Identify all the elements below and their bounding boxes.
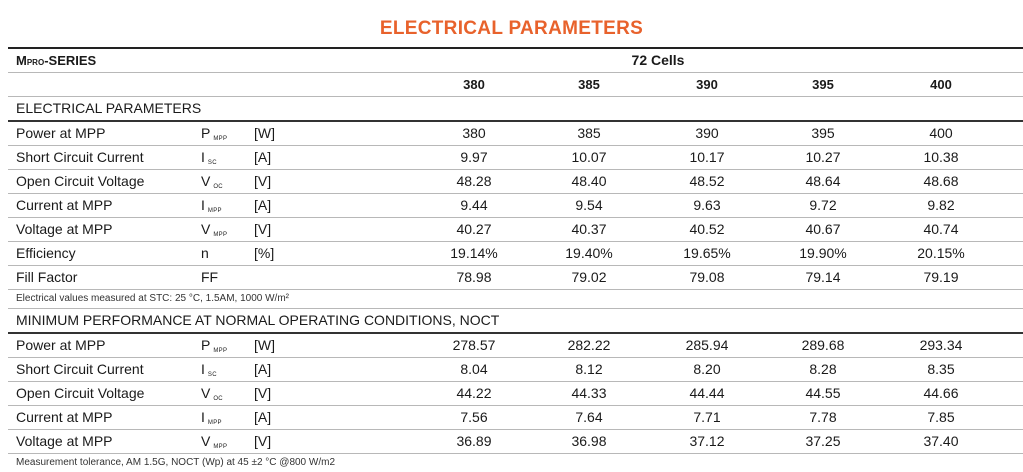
- series-suffix: -SERIES: [44, 53, 97, 68]
- value-cell: 293.34: [919, 337, 963, 353]
- parameter-label: Short Circuit Current: [16, 361, 144, 377]
- table-row: [8, 266, 1023, 290]
- column-header: 395: [812, 77, 834, 92]
- table-row: [8, 122, 1023, 146]
- parameter-unit: [V]: [254, 221, 272, 237]
- value-cell: 10.17: [689, 149, 725, 165]
- parameter-unit: [V]: [254, 385, 272, 401]
- value-cell: 7.56: [460, 409, 488, 425]
- value-cell: 8.35: [927, 361, 955, 377]
- symbol-subscript: OC: [213, 184, 223, 190]
- symbol-subscript: MPP: [213, 136, 228, 142]
- parameter-label: Current at MPP: [16, 197, 113, 213]
- noct-note: Measurement tolerance, AM 1.5G, NOCT (Wp) at 45 ±2 °C @800 W/m2: [16, 457, 336, 468]
- value-cell: 48.52: [689, 173, 725, 189]
- value-cell: 37.40: [923, 433, 959, 449]
- parameter-label: Open Circuit Voltage: [16, 173, 145, 189]
- symbol-letter: I: [201, 197, 205, 213]
- table-row: [8, 358, 1023, 382]
- table-row: [8, 146, 1023, 170]
- parameter-label: Open Circuit Voltage: [16, 385, 145, 401]
- value-cell: 48.68: [923, 173, 959, 189]
- value-cell: 20.15%: [917, 245, 965, 261]
- value-cell: 48.64: [805, 173, 841, 189]
- value-cell: 380: [462, 125, 486, 141]
- value-cell: 7.71: [693, 409, 721, 425]
- table-row: [8, 382, 1023, 406]
- value-cell: 8.20: [693, 361, 721, 377]
- value-cell: 390: [695, 125, 719, 141]
- parameter-label: Short Circuit Current: [16, 149, 144, 165]
- column-header-row: [8, 73, 1023, 97]
- symbol-letter: P: [201, 337, 211, 353]
- table-row: [8, 334, 1023, 358]
- column-header: 390: [696, 77, 718, 92]
- table-row: [8, 430, 1023, 454]
- symbol-subscript: MPP: [207, 208, 222, 214]
- value-cell: 79.02: [571, 269, 607, 285]
- stc-note-row: [8, 290, 1023, 309]
- symbol-subscript: OC: [213, 396, 223, 402]
- value-cell: 10.38: [923, 149, 959, 165]
- symbol-letter: V: [201, 385, 211, 401]
- symbol-letter: V: [201, 433, 211, 449]
- symbol-subscript: MPP: [207, 420, 222, 426]
- value-cell: 36.98: [571, 433, 607, 449]
- value-cell: 9.97: [460, 149, 488, 165]
- value-cell: 19.90%: [799, 245, 847, 261]
- value-cell: 19.40%: [565, 245, 613, 261]
- value-cell: 8.12: [575, 361, 603, 377]
- section-label: MINIMUM PERFORMANCE AT NORMAL OPERATING CONDITIONS, NOCT: [16, 312, 500, 328]
- column-header: 400: [930, 77, 952, 92]
- stc-note: Electrical values measured at STC: 25 °C, 1.5AM, 1000 W/m²: [16, 293, 289, 304]
- parameter-label: Efficiency: [16, 245, 76, 261]
- parameter-unit: [V]: [254, 173, 272, 189]
- table-row: [8, 242, 1023, 266]
- parameter-label: Current at MPP: [16, 409, 113, 425]
- value-cell: 385: [577, 125, 601, 141]
- value-cell: 9.72: [809, 197, 837, 213]
- value-cell: 78.98: [456, 269, 492, 285]
- series-prefix: M: [16, 53, 27, 68]
- parameter-label: Power at MPP: [16, 337, 106, 353]
- value-cell: 40.52: [689, 221, 725, 237]
- value-cell: 289.68: [801, 337, 845, 353]
- parameter-unit: [A]: [254, 197, 272, 213]
- symbol-letter: V: [201, 221, 211, 237]
- symbol-subscript: MPP: [213, 232, 228, 238]
- value-cell: 285.94: [685, 337, 729, 353]
- value-cell: 79.08: [689, 269, 725, 285]
- symbol-letter: P: [201, 125, 211, 141]
- value-cell: 282.22: [567, 337, 611, 353]
- value-cell: 79.14: [805, 269, 841, 285]
- section-header-noct: [8, 309, 1023, 334]
- value-cell: 40.74: [923, 221, 959, 237]
- table-row: [8, 170, 1023, 194]
- value-cell: 44.66: [923, 385, 959, 401]
- value-cell: 79.19: [923, 269, 959, 285]
- cells-label: 72 Cells: [631, 52, 685, 68]
- symbol-letter: I: [201, 361, 205, 377]
- value-cell: 10.27: [805, 149, 841, 165]
- value-cell: 9.54: [575, 197, 603, 213]
- symbol-subscript: SC: [207, 160, 217, 166]
- value-cell: 278.57: [452, 337, 496, 353]
- section-header-stc: [8, 97, 1023, 122]
- table-row: [8, 218, 1023, 242]
- symbol-letter: I: [201, 409, 205, 425]
- parameter-unit: [A]: [254, 149, 272, 165]
- table-row: [8, 194, 1023, 218]
- value-cell: 44.33: [571, 385, 607, 401]
- series-header-row: [8, 47, 1023, 73]
- value-cell: 48.40: [571, 173, 607, 189]
- value-cell: 395: [811, 125, 835, 141]
- value-cell: 8.04: [460, 361, 488, 377]
- value-cell: 10.07: [571, 149, 607, 165]
- parameter-unit: [A]: [254, 409, 272, 425]
- value-cell: 44.55: [805, 385, 841, 401]
- parameters-table: [8, 47, 1023, 472]
- value-cell: 40.37: [571, 221, 607, 237]
- value-cell: 400: [929, 125, 953, 141]
- value-cell: 44.44: [689, 385, 725, 401]
- symbol-subscript: MPP: [213, 444, 228, 450]
- value-cell: 8.28: [809, 361, 837, 377]
- parameter-unit: [%]: [254, 245, 275, 261]
- table-row: [8, 406, 1023, 430]
- value-cell: 9.63: [693, 197, 721, 213]
- parameter-unit: [W]: [254, 337, 275, 353]
- parameter-label: Voltage at MPP: [16, 433, 113, 449]
- value-cell: 40.67: [805, 221, 841, 237]
- parameter-label: Voltage at MPP: [16, 221, 113, 237]
- symbol-letter: V: [201, 173, 211, 189]
- value-cell: 37.12: [689, 433, 725, 449]
- value-cell: 7.85: [927, 409, 955, 425]
- value-cell: 7.78: [809, 409, 837, 425]
- section-label: ELECTRICAL PARAMETERS: [16, 100, 202, 116]
- symbol-letter: n: [201, 245, 209, 261]
- value-cell: 9.44: [460, 197, 488, 213]
- value-cell: 37.25: [805, 433, 841, 449]
- value-cell: 19.65%: [683, 245, 731, 261]
- value-cell: 40.27: [456, 221, 492, 237]
- parameter-unit: [V]: [254, 433, 272, 449]
- page-title: ELECTRICAL PARAMETERS: [379, 18, 644, 39]
- value-cell: 9.82: [927, 197, 955, 213]
- column-header: 385: [578, 77, 600, 92]
- value-cell: 7.64: [575, 409, 603, 425]
- value-cell: 44.22: [456, 385, 492, 401]
- symbol-letter: I: [201, 149, 205, 165]
- series-small: PRO: [26, 58, 45, 67]
- symbol-subscript: SC: [207, 372, 217, 378]
- value-cell: 48.28: [456, 173, 492, 189]
- noct-note-row: [8, 454, 1023, 472]
- parameter-unit: [A]: [254, 361, 272, 377]
- value-cell: 19.14%: [450, 245, 498, 261]
- series-name: [16, 49, 96, 74]
- symbol-subscript: MPP: [213, 348, 228, 354]
- column-header: 380: [463, 77, 485, 92]
- parameter-label: Fill Factor: [16, 269, 78, 285]
- parameter-label: Power at MPP: [16, 125, 106, 141]
- parameter-unit: [W]: [254, 125, 275, 141]
- symbol-letter: FF: [201, 269, 219, 285]
- value-cell: 36.89: [456, 433, 492, 449]
